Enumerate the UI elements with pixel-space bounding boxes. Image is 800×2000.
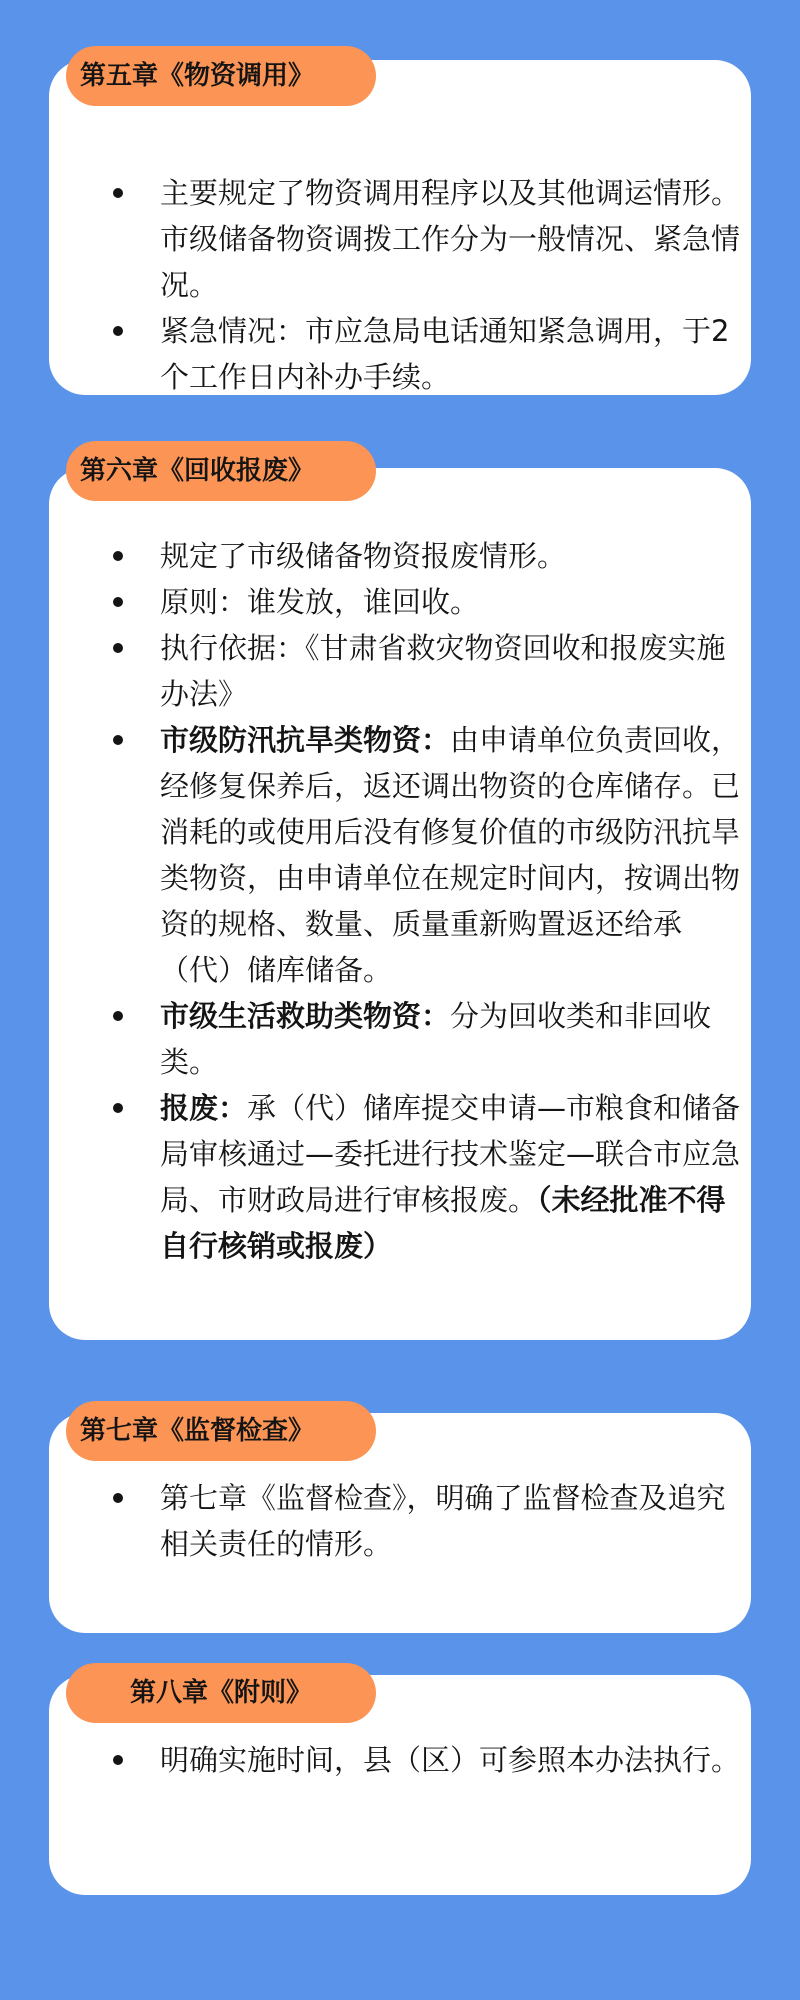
item-text: 紧急情况：市应急局电话通知紧急调用，于2个工作日内补办手续。 <box>160 314 730 394</box>
item-text: 原则：谁发放，谁回收。 <box>160 585 480 619</box>
chapter-6-title: 第六章《回收报废》 <box>66 441 376 501</box>
item-text: 规定了市级储备物资报废情形。 <box>160 539 567 573</box>
bullet-dot-icon <box>113 735 123 745</box>
bullet-dot-icon <box>113 597 123 607</box>
item-text: 执行依据：《甘肃省救灾物资回收和报废实施办法》 <box>160 631 726 711</box>
chapter-8-title: 第八章《附则》 <box>66 1663 376 1723</box>
chapter-6-card <box>49 468 751 1340</box>
list-item <box>111 579 743 625</box>
chapter-5-title: 第五章《物资调用》 <box>66 46 376 106</box>
bullet-dot-icon <box>113 1493 123 1503</box>
bullet-dot-icon <box>113 1011 123 1021</box>
item-lead: 报废： <box>160 1091 248 1125</box>
list-item <box>111 1475 743 1567</box>
chapter-7-title: 第七章《监督检查》 <box>66 1401 376 1461</box>
list-item <box>111 993 743 1085</box>
chapter-8-list <box>111 1737 743 1783</box>
list-item <box>111 170 743 308</box>
bullet-dot-icon <box>113 188 123 198</box>
chapter-6-list <box>111 533 743 1269</box>
item-text: 第七章《监督检查》，明确了监督检查及追究相关责任的情形。 <box>160 1481 726 1561</box>
chapter-5-list <box>111 170 743 400</box>
list-item <box>111 717 743 993</box>
list-item <box>111 625 743 717</box>
list-item <box>111 1737 743 1783</box>
item-text: 承（代）储库提交申请—市粮食和储备局审核通过—委托进行技术鉴定—联合市应急局、市财政局进行审核报废。 <box>160 1091 741 1217</box>
bullet-dot-icon <box>113 1755 123 1765</box>
item-text: 分为回收类和非回收类。 <box>160 999 712 1079</box>
item-lead: 市级生活救助类物资： <box>160 999 451 1033</box>
list-item <box>111 1085 743 1269</box>
list-item <box>111 308 743 400</box>
item-note: （未经批准不得自行核销或报废） <box>160 1183 726 1263</box>
item-text: 由申请单位负责回收，经修复保养后，返还调出物资的仓库储存。已消耗的或使用后没有修复价值的市级防汛抗旱类物资，由申请单位在规定时间内，按调出物资的规格、数量、质量重新购置返还给承（代）储库储备。 <box>160 723 741 987</box>
bullet-dot-icon <box>113 1103 123 1113</box>
item-text: 主要规定了物资调用程序以及其他调运情形。市级储备物资调拨工作分为一般情况、紧急情况。 <box>160 176 741 302</box>
chapter-5-card <box>49 60 751 395</box>
item-lead: 市级防汛抗旱类物资： <box>160 723 451 757</box>
bullet-dot-icon <box>113 643 123 653</box>
bullet-dot-icon <box>113 326 123 336</box>
bullet-dot-icon <box>113 551 123 561</box>
item-text: 明确实施时间，县（区）可参照本办法执行。 <box>160 1743 741 1777</box>
list-item <box>111 533 743 579</box>
chapter-7-list <box>111 1475 743 1567</box>
